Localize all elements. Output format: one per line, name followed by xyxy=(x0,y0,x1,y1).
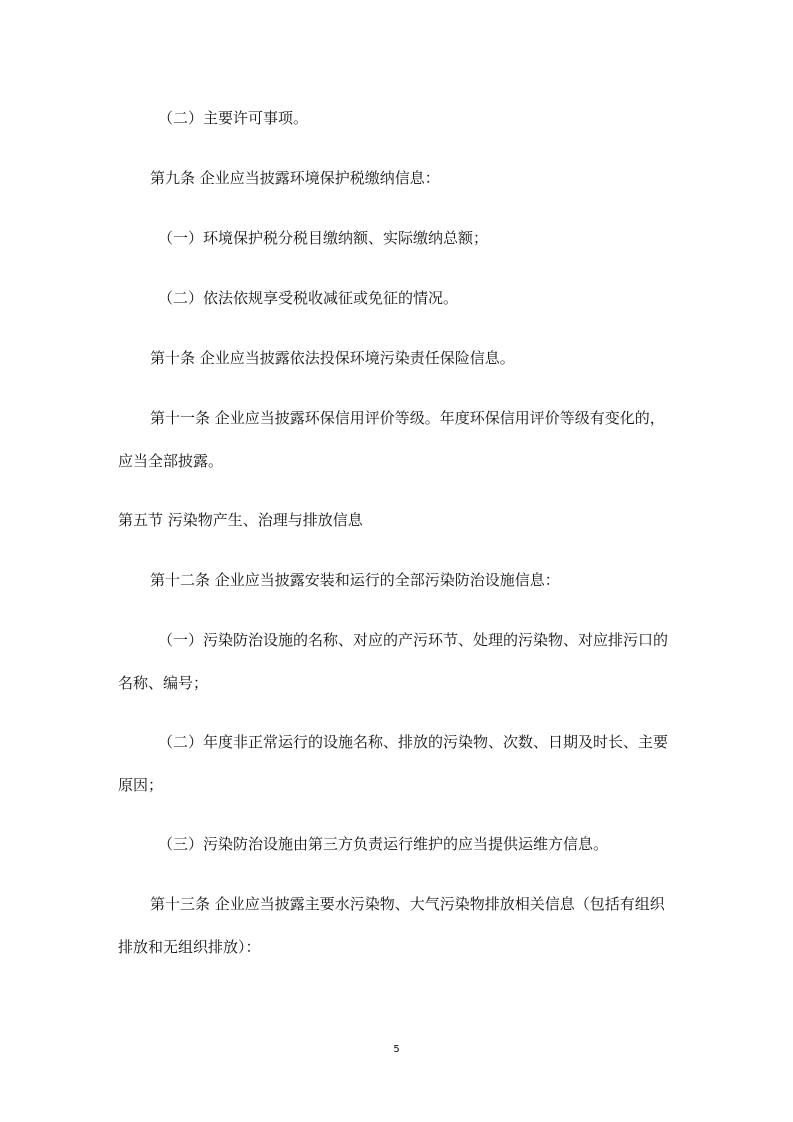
paragraph-article-12-item-1: （一）污染防治设施的名称、对应的产污环节、处理的污染物、对应排污口的名称、编号； xyxy=(118,631,669,692)
paragraph-article-9-item-1: （一）环境保护税分税目缴纳额、实际缴纳总额； xyxy=(158,229,489,247)
paragraph-article-9-item-2: （二）依法依规享受税收减征或免征的情况。 xyxy=(158,289,459,307)
paragraph-article-9: 第九条 企业应当披露环境保护税缴纳信息： xyxy=(150,169,440,187)
paragraph-main-permit-items: （二）主要许可事项。 xyxy=(158,109,309,127)
paragraph-article-13: 第十三条 企业应当披露主要水污染物、大气污染物排放相关信息（包括有组织排放和无组织排放）： xyxy=(118,895,665,956)
paragraph-article-10: 第十条 企业应当披露依法投保环境污染责任保险信息。 xyxy=(150,349,515,367)
paragraph-article-12: 第十二条 企业应当披露安装和运行的全部污染防治设施信息： xyxy=(150,571,560,589)
section-heading-5: 第五节 污染物产生、治理与排放信息 xyxy=(118,511,363,529)
page-number: 5 xyxy=(393,1044,400,1055)
paragraph-article-11: 第十一条 企业应当披露环保信用评价等级。年度环保信用评价等级有变化的，应当全部披露。 xyxy=(118,409,665,470)
paragraph-article-12-item-2: （二）年度非正常运行的设施名称、排放的污染物、次数、日期及时长、主要原因； xyxy=(118,733,669,794)
paragraph-article-12-item-3: （三）污染防治设施由第三方负责运行维护的应当提供运维方信息。 xyxy=(158,835,609,853)
